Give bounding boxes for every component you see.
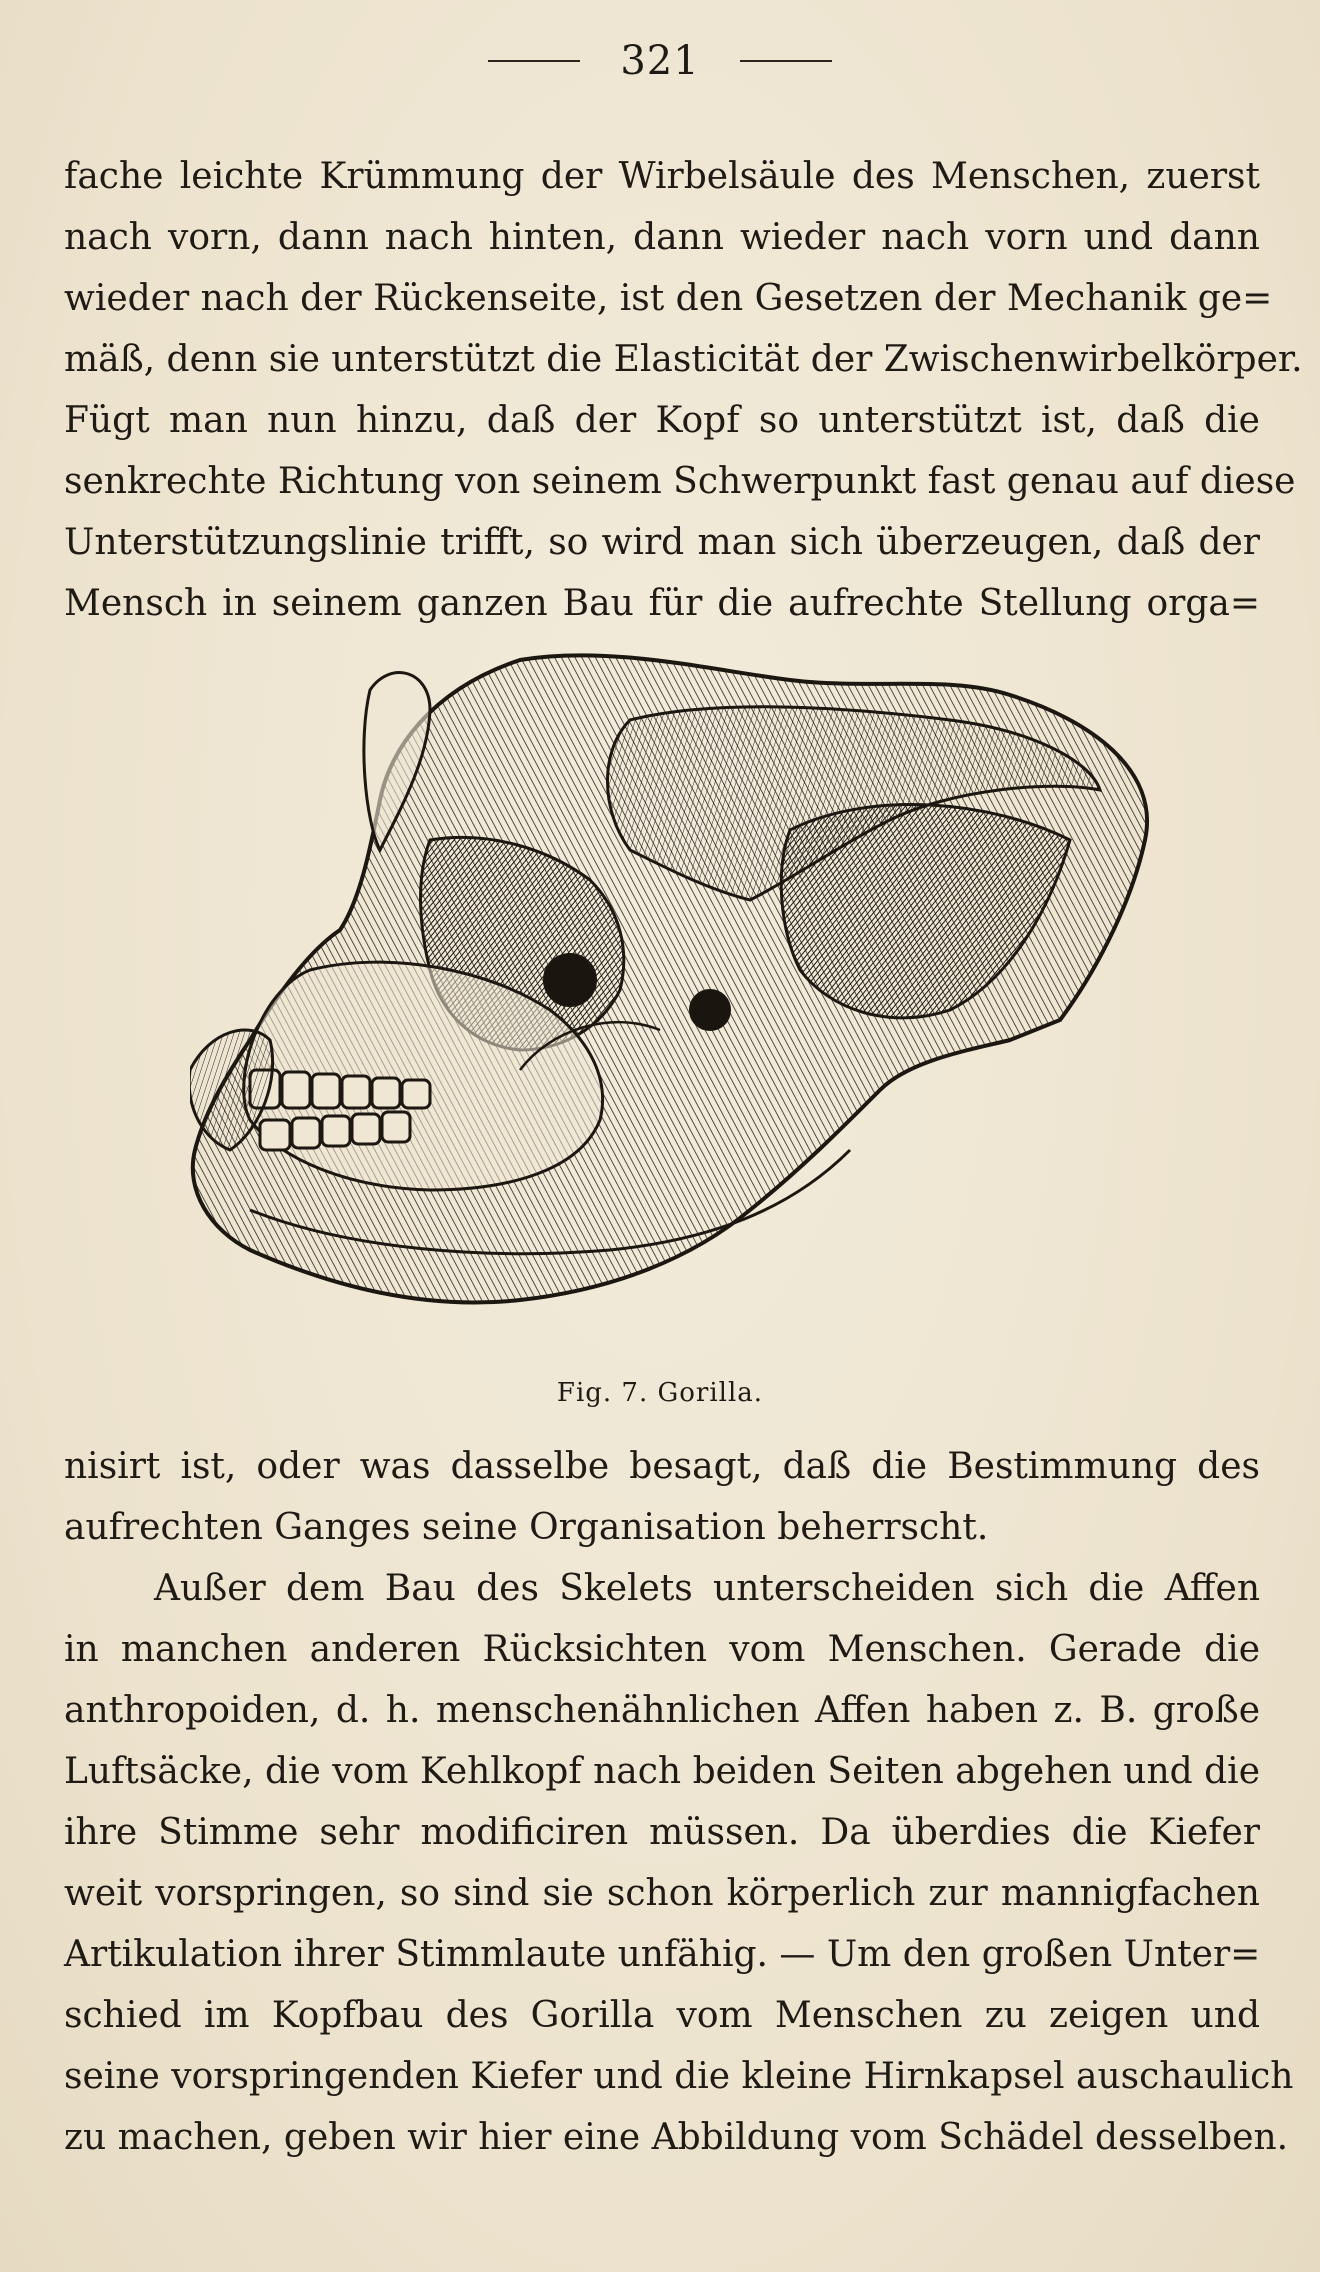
page-header xyxy=(0,38,1320,84)
body-text-top xyxy=(64,146,1303,634)
text-line: mäß, denn sie unterstützt die Elasticität der Zwischenwirbelkörper. xyxy=(64,339,1303,380)
gorilla-skull-illustration xyxy=(190,650,1160,1370)
text-line: anthropoiden, d. h. menschenähnlichen Affen haben z. B. große xyxy=(64,1690,1260,1731)
text-line: zu machen, geben wir hier eine Abbildung vom Schädel desselben. xyxy=(64,2117,1289,2158)
text-line: Mensch in seinem ganzen Bau für die aufrechte Stellung orga= xyxy=(64,583,1260,624)
text-line: aufrechten Ganges seine Organisation beherrscht. xyxy=(64,1507,989,1548)
figure-caption: Fig. 7. Gorilla. xyxy=(556,1378,764,1408)
text-line: wieder nach der Rückenseite, ist den Gesetzen der Mechanik ge= xyxy=(64,278,1273,319)
text-line: weit vorspringen, so sind sie schon körperlich zur mannigfachen xyxy=(64,1873,1260,1914)
text-line: seine vorspringenden Kiefer und die kleine Hirnkapsel auschaulich xyxy=(64,2056,1294,2097)
text-line: Luftsäcke, die vom Kehlkopf nach beiden Seiten abgehen und die xyxy=(64,1751,1260,1792)
text-line: in manchen anderen Rücksichten vom Menschen. Gerade die xyxy=(64,1629,1260,1670)
text-line: schied im Kopfbau des Gorilla vom Menschen zu zeigen und xyxy=(64,1995,1260,2036)
text-line: senkrechte Richtung von seinem Schwerpunkt fast genau auf diese xyxy=(64,461,1296,502)
text-line: fache leichte Krümmung der Wirbelsäule des Menschen, zuerst xyxy=(64,156,1260,197)
header-rule-right xyxy=(740,60,832,62)
text-line: Unterstützungslinie trifft, so wird man sich überzeugen, daß der xyxy=(64,522,1260,563)
header-rule-left xyxy=(488,60,580,62)
text-line: Artikulation ihrer Stimmlaute unfähig. — Um den großen Unter= xyxy=(64,1934,1261,1975)
body-text-bottom xyxy=(64,1436,1294,2168)
text-line: nach vorn, dann nach hinten, dann wieder nach vorn und dann xyxy=(64,217,1260,258)
text-line: ihre Stimme sehr modificiren müssen. Da überdies die Kiefer xyxy=(64,1812,1260,1853)
page-number: 321 xyxy=(620,38,700,84)
text-line: Fügt man nun hinzu, daß der Kopf so unterstützt ist, daß die xyxy=(64,400,1260,441)
text-line: Außer dem Bau des Skelets unterscheiden sich die Affen xyxy=(154,1568,1260,1609)
text-line: nisirt ist, oder was dasselbe besagt, daß die Bestimmung des xyxy=(64,1446,1260,1487)
